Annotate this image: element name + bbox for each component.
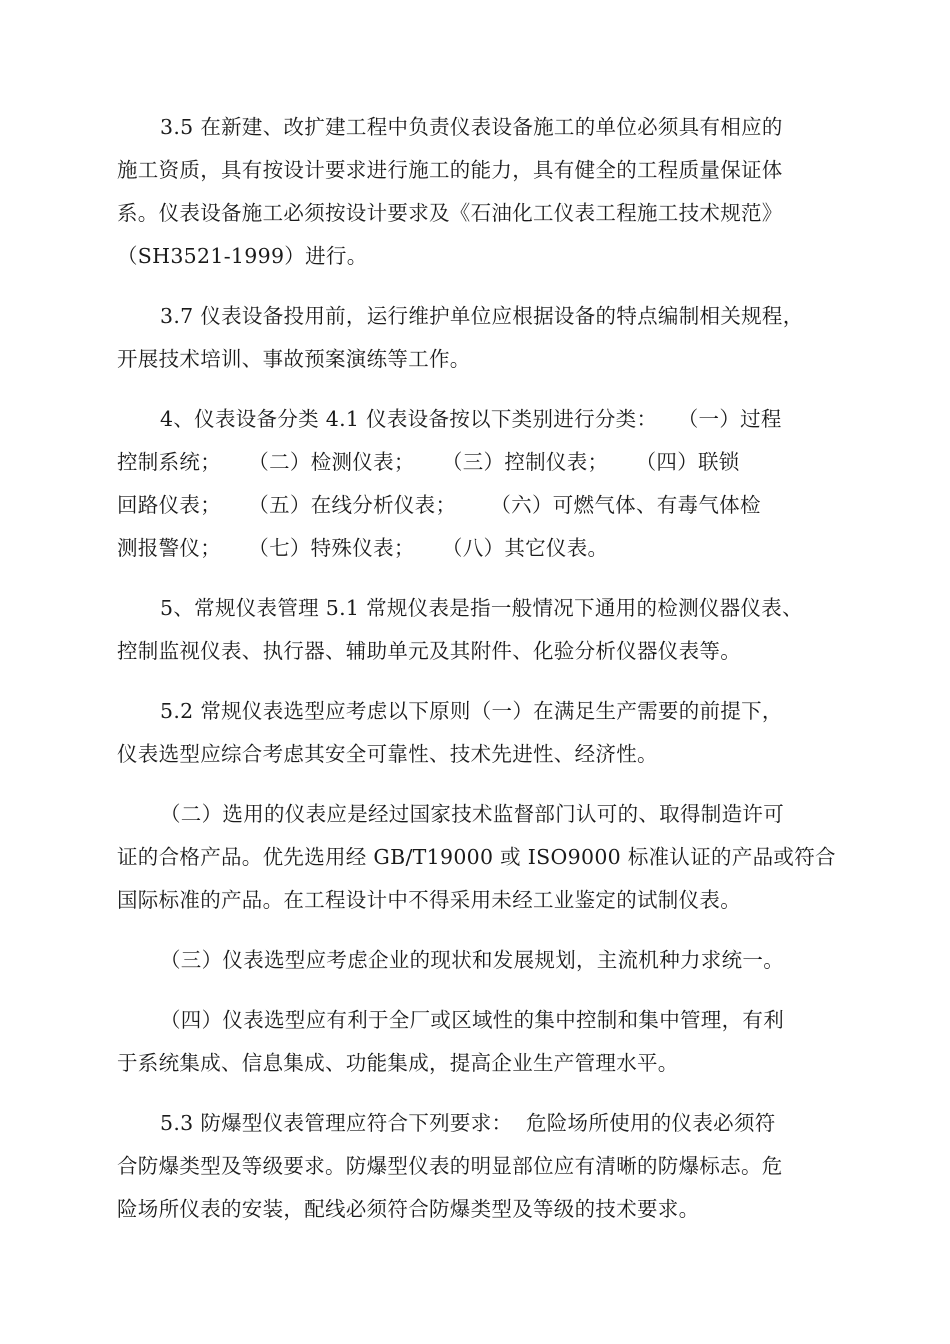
paragraph-4-line-3: 回路仪表； （五）在线分析仪表； （六）可燃气体、有毒气体检: [117, 493, 761, 517]
paragraph-5-line-1: 5、常规仪表管理 5.1 常规仪表是指一般情况下通用的检测仪器仪表、: [160, 596, 803, 620]
paragraph-5-2-2-line-2: 证的合格产品。优先选用经 GB/T19000 或 ISO9000 标准认证的产品或符合: [117, 845, 836, 869]
paragraph-5-3-line-1: 5.3 防爆型仪表管理应符合下列要求： 危险场所使用的仪表必须符: [160, 1111, 776, 1135]
paragraph-5-3-line-3: 险场所仪表的安装，配线必须符合防爆类型及等级的技术要求。: [117, 1197, 700, 1221]
paragraph-4-line-1: 4、仪表设备分类 4.1 仪表设备按以下类别进行分类： （一）过程: [160, 407, 782, 431]
paragraph-5-3-line-2: 合防爆类型及等级要求。防爆型仪表的明显部位应有清晰的防爆标志。危: [117, 1154, 783, 1178]
paragraph-3-7-line-1: 3.7 仪表设备投用前，运行维护单位应根据设备的特点编制相关规程，: [160, 304, 804, 328]
paragraph-5-2-line-1: 5.2 常规仪表选型应考虑以下原则（一）在满足生产需要的前提下，: [160, 699, 783, 723]
paragraph-3-5-line-4: （SH3521-1999）进行。: [117, 244, 368, 268]
paragraph-3-5-line-3: 系。仪表设备施工必须按设计要求及《石油化工仪表工程施工技术规范》: [117, 201, 783, 225]
paragraph-5-2-4-line-1: （四）仪表选型应有利于全厂或区域性的集中控制和集中管理，有利: [160, 1008, 784, 1032]
paragraph-5-line-2: 控制监视仪表、执行器、辅助单元及其附件、化验分析仪器仪表等。: [117, 639, 741, 663]
paragraph-5-2-line-2: 仪表选型应综合考虑其安全可靠性、技术先进性、经济性。: [117, 742, 658, 766]
paragraph-3-5-line-1: 3.5 在新建、改扩建工程中负责仪表设备施工的单位必须具有相应的: [160, 115, 783, 139]
paragraph-3-7-line-2: 开展技术培训、事故预案演练等工作。: [117, 347, 471, 371]
paragraph-5-2-2-line-3: 国际标准的产品。在工程设计中不得采用未经工业鉴定的试制仪表。: [117, 888, 741, 912]
paragraph-5-2-4-line-2: 于系统集成、信息集成、功能集成，提高企业生产管理水平。: [117, 1051, 679, 1075]
paragraph-3-5-line-2: 施工资质，具有按设计要求进行施工的能力，具有健全的工程质量保证体: [117, 158, 783, 182]
paragraph-4-line-4: 测报警仪； （七）特殊仪表； （八）其它仪表。: [117, 536, 609, 560]
paragraph-5-2-3-line-1: （三）仪表选型应考虑企业的现状和发展规划，主流机种力求统一。: [160, 948, 784, 972]
paragraph-5-2-2-line-1: （二）选用的仪表应是经过国家技术监督部门认可的、取得制造许可: [160, 802, 784, 826]
paragraph-4-line-2: 控制系统； （二）检测仪表； （三）控制仪表； （四）联锁: [117, 450, 740, 474]
